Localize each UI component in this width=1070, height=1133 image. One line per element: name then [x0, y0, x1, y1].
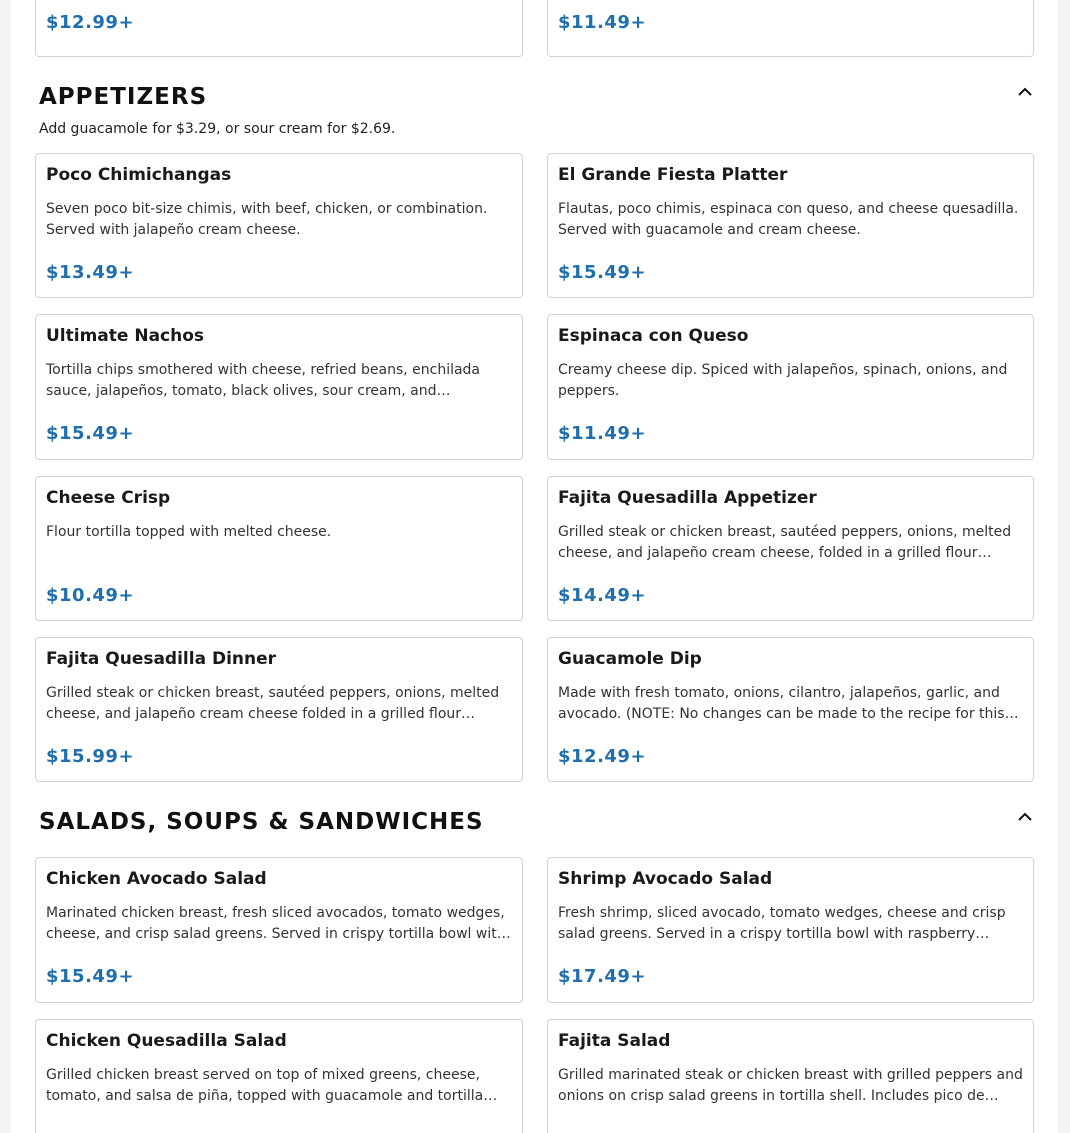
item-description: Creamy cheese dip. Spiced with jalapeños, spinach, onions, and peppers. — [558, 362, 1008, 399]
menu-item-card[interactable] — [35, 637, 523, 782]
item-description: Flautas, poco chimis, espinaca con queso, and cheese quesadilla. Served with guacamole and cream cheese. — [558, 201, 1019, 238]
item-name: El Grande Fiesta Platter — [558, 165, 788, 185]
item-description: Grilled steak or chicken breast, sautéed peppers, onions, melted cheese, and jalapeño cream cheese, folded in a grilled flour… — [558, 524, 1012, 561]
menu-item-card[interactable] — [547, 857, 1034, 1003]
menu-item-card[interactable] — [547, 0, 1034, 57]
item-price: $12.49+ — [558, 746, 647, 767]
item-name: Espinaca con Queso — [558, 326, 749, 346]
item-price: $13.49+ — [46, 262, 135, 283]
item-description: Flour tortilla topped with melted cheese. — [46, 524, 332, 540]
menu-item-card[interactable] — [35, 857, 523, 1003]
item-price: $12.99+ — [46, 12, 135, 33]
menu-item-card[interactable] — [35, 153, 523, 298]
item-name: Fajita Quesadilla Dinner — [46, 649, 277, 669]
menu-item-card[interactable] — [547, 153, 1034, 298]
item-price: $11.49+ — [558, 423, 647, 444]
menu-item-card[interactable] — [547, 1019, 1034, 1133]
menu-item-card[interactable] — [35, 476, 523, 621]
item-price: $15.49+ — [46, 423, 135, 444]
menu-item-card[interactable] — [547, 314, 1034, 460]
item-name: Cheese Crisp — [46, 488, 171, 508]
menu-item-card[interactable] — [547, 476, 1034, 621]
item-description: Grilled marinated steak or chicken breast with grilled peppers and onions on crisp salad greens in tortilla shell. Includes pico de… — [558, 1067, 1023, 1104]
item-description: Tortilla chips smothered with cheese, refried beans, enchilada sauce, jalapeños, tomato, black olives, sour cream, and… — [46, 362, 481, 399]
item-name: Chicken Quesadilla Salad — [46, 1031, 287, 1051]
menu-item-card[interactable] — [547, 637, 1034, 782]
item-price: $15.99+ — [46, 746, 135, 767]
item-price: $15.49+ — [46, 966, 135, 987]
item-description: Marinated chicken breast, fresh sliced avocados, tomato wedges, cheese, and crisp salad greens. Served in crispy tortilla bowl wit… — [46, 905, 511, 942]
item-name: Chicken Avocado Salad — [46, 869, 267, 889]
item-name: Poco Chimichangas — [46, 165, 232, 185]
menu-item-card[interactable] — [35, 1019, 523, 1133]
item-name: Shrimp Avocado Salad — [558, 869, 773, 889]
item-price: $10.49+ — [46, 585, 135, 606]
item-name: Guacamole Dip — [558, 649, 702, 669]
menu-item-card[interactable] — [35, 0, 523, 57]
item-name: Ultimate Nachos — [46, 326, 205, 346]
item-name: Fajita Quesadilla Appetizer — [558, 488, 817, 508]
section-note: Add guacamole for $3.29, or sour cream for $2.69. — [39, 121, 396, 137]
chevron-up-icon[interactable] — [1016, 84, 1034, 98]
section-title-salads: SALADS, SOUPS & SANDWICHES — [39, 809, 484, 835]
section-title-appetizers: APPETIZERS — [39, 84, 208, 110]
item-description: Grilled steak or chicken breast, sautéed peppers, onions, melted cheese, and jalapeño cream cheese folded in a grilled flour… — [46, 685, 500, 722]
item-description: Made with fresh tomato, onions, cilantro, jalapeños, garlic, and avocado. (NOTE: No changes can be made to the recipe for this… — [558, 685, 1019, 722]
chevron-up-icon[interactable] — [1016, 809, 1034, 823]
item-description: Grilled chicken breast served on top of mixed greens, cheese, tomato, and salsa de piña, topped with guacamole and tortilla… — [46, 1067, 498, 1104]
item-price: $17.49+ — [558, 966, 647, 987]
item-name: Fajita Salad — [558, 1031, 671, 1051]
item-price: $11.49+ — [558, 12, 647, 33]
item-description: Seven poco bit-size chimis, with beef, chicken, or combination. Served with jalapeño cream cheese. — [46, 201, 488, 238]
item-price: $15.49+ — [558, 262, 647, 283]
menu-item-card[interactable] — [35, 314, 523, 460]
item-price: $14.49+ — [558, 585, 647, 606]
item-description: Fresh shrimp, sliced avocado, tomato wedges, cheese and crisp salad greens. Served in a crispy tortilla bowl with raspberry… — [558, 905, 1006, 942]
